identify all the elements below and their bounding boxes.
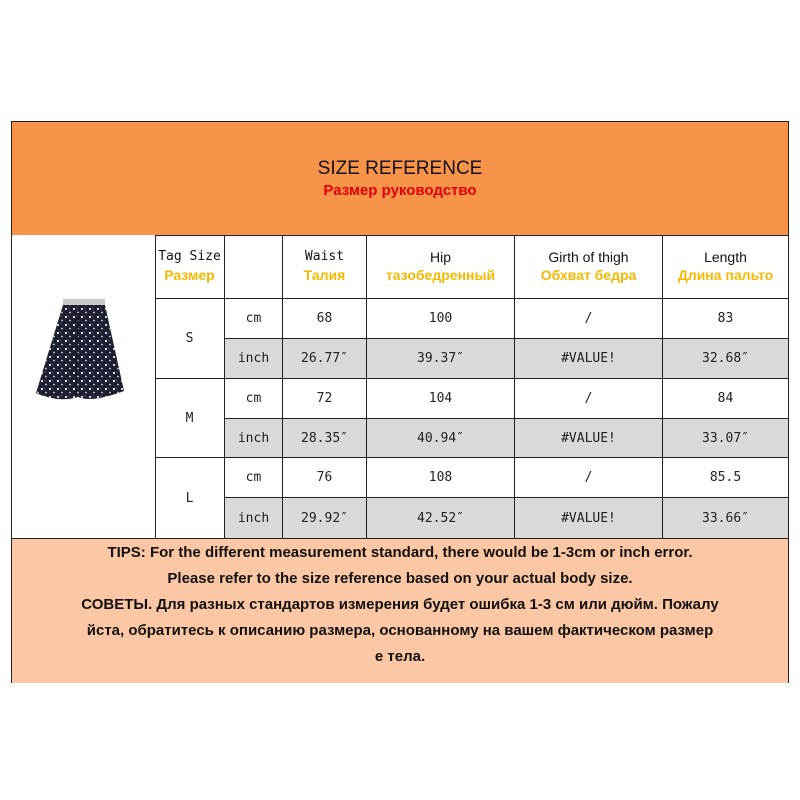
header-thigh: [515, 235, 663, 299]
hip-value: 108: [367, 458, 515, 498]
tips-ru-line-3: е тела.: [374, 648, 426, 665]
chart-subtitle: Размер руководство: [323, 182, 477, 199]
waist-value: 28.35″: [283, 419, 367, 458]
chart-title: SIZE REFERENCE: [317, 158, 483, 179]
length-value: 33.07″: [663, 419, 788, 458]
size-label-cell: S: [155, 299, 225, 379]
unit-cell: cm: [225, 299, 283, 339]
hip-label: Hip: [429, 249, 451, 265]
hip-value: 104: [367, 379, 515, 419]
waist-value: 76: [283, 458, 367, 498]
skirt-waistband: [63, 299, 105, 305]
waist-label-ru: Талия: [303, 267, 346, 283]
tips-ru-line-2: йста, обратитесь к описанию размера, основанному на вашем фактическом размер: [86, 622, 714, 639]
unit-cell: inch: [225, 419, 283, 458]
thigh-value: #VALUE!: [515, 419, 663, 458]
size-table: [155, 235, 788, 538]
unit-cell: inch: [225, 498, 283, 538]
product-photo-cell: [12, 235, 156, 538]
length-value: 84: [663, 379, 788, 419]
hip-value: 40.94″: [367, 419, 515, 458]
hip-label-ru: тазобедренный: [385, 267, 496, 283]
length-value: 32.68″: [663, 339, 788, 379]
hip-value: 39.37″: [367, 339, 515, 379]
length-label-ru: Длина пальто: [677, 267, 774, 283]
waist-value: 29.92″: [283, 498, 367, 538]
waist-value: 26.77″: [283, 339, 367, 379]
thigh-value: #VALUE!: [515, 339, 663, 379]
size-label-cell: M: [155, 379, 225, 458]
thigh-value: /: [515, 379, 663, 419]
thigh-value: /: [515, 299, 663, 339]
unit-cell: cm: [225, 379, 283, 419]
size-chart-header: [12, 122, 788, 236]
tag-size-label-ru: Размер: [164, 267, 215, 283]
thigh-label: Girth of thigh: [548, 249, 629, 265]
skirt-body: [36, 305, 124, 399]
length-label: Length: [704, 249, 747, 265]
length-value: 33.66″: [663, 498, 788, 538]
tips-ru-line-1: СОВЕТЫ. Для разных стандартов измерения будет ошибка 1-3 см или дюйм. Пожалу: [81, 596, 719, 613]
thigh-label-ru: Обхват бедра: [540, 267, 637, 283]
unit-cell: cm: [225, 458, 283, 498]
waist-label: Waist: [304, 249, 345, 264]
waist-value: 72: [283, 379, 367, 419]
hip-value: 100: [367, 299, 515, 339]
waist-value: 68: [283, 299, 367, 339]
size-chart: [11, 121, 789, 683]
thigh-value: /: [515, 458, 663, 498]
header-tag-size: [155, 235, 225, 299]
tips-en-line-2: Please refer to the size reference based on your actual body size.: [167, 570, 633, 587]
tag-size-label: Tag Size: [158, 249, 221, 264]
header-waist: [283, 235, 367, 299]
length-value: 83: [663, 299, 788, 339]
length-value: 85.5: [663, 458, 788, 498]
header-length: [663, 235, 788, 299]
unit-cell: inch: [225, 339, 283, 379]
hip-value: 42.52″: [367, 498, 515, 538]
size-label-cell: L: [155, 458, 225, 538]
skirt-product-image: [32, 299, 132, 405]
tips-panel: [12, 538, 788, 683]
tips-en-line-1: TIPS: For the different measurement standard, there would be 1-3cm or inch error.: [107, 544, 693, 561]
header-hip: [367, 235, 515, 299]
thigh-value: #VALUE!: [515, 498, 663, 538]
header-unit-blank: [225, 235, 283, 299]
